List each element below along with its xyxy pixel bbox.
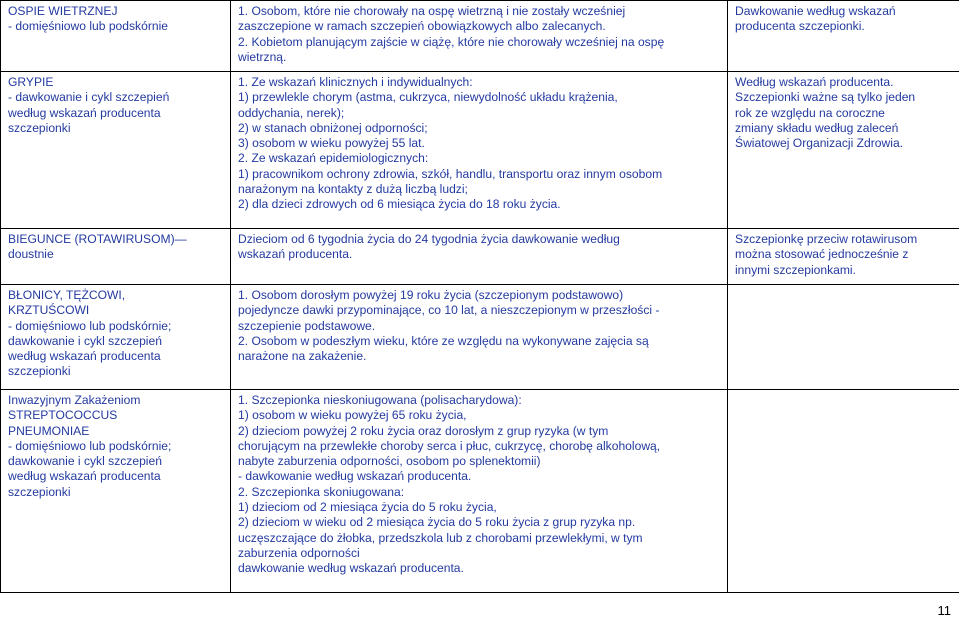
administration-route: szczepionki xyxy=(8,120,71,135)
indication-line: 2) dla dzieci zdrowych od 6 miesiąca życia do 18 roku życia. xyxy=(238,197,561,212)
indication-line: 3) osobom w wieku powyżej 55 lat. xyxy=(238,136,425,151)
indication-line: 2. Ze wskazań epidemiologicznych: xyxy=(238,151,429,166)
administration-route: - dawkowanie i cykl szczepień xyxy=(8,90,170,105)
indication-line: oddychania, nerek); xyxy=(238,105,345,120)
disease-name-cell xyxy=(1,229,231,285)
administration-route: według wskazań producenta xyxy=(8,349,161,364)
indication-line: pojedyncze dawki przypominające, co 10 lat, a nieszczepionym w przeszłości - xyxy=(238,303,660,318)
disease-name: STREPTOCOCCUS xyxy=(8,408,118,423)
administration-route: według wskazań producenta xyxy=(8,105,161,120)
indication-line: 1) osobom w wieku powyżej 65 roku życia, xyxy=(238,408,467,423)
indications-cell xyxy=(231,1,728,72)
administration-route: dawkowanie i cykl szczepień xyxy=(8,454,162,469)
disease-name-cell xyxy=(1,285,231,390)
administration-route: doustnie xyxy=(8,247,54,262)
indication-line: chorującym na przewlekłe choroby serca i płuc, cukrzycę, chorobę alkoholową, xyxy=(238,438,661,453)
indication-line: nabyte zaburzenia odporności, osobom po splenektomii) xyxy=(238,454,541,469)
administration-route: - domięśniowo lub podskórnie; xyxy=(8,438,172,453)
indication-line: 2) dzieciom powyżej 2 roku życia oraz dorosłym z grup ryzyka (w tym xyxy=(238,423,609,438)
indication-line: narażone na zakażenie. xyxy=(238,349,367,364)
note-line: zmiany składu według zaleceń xyxy=(735,120,899,135)
administration-route: szczepionki xyxy=(8,484,71,499)
notes-cell xyxy=(728,390,959,593)
notes-cell xyxy=(728,72,959,229)
indications-cell xyxy=(231,390,728,593)
table-row-chickenpox xyxy=(1,1,959,72)
indication-line: 1. Osobom dorosłym powyżej 19 roku życia (szczepionym podstawowo) xyxy=(238,288,624,302)
disease-name: PNEUMONIAE xyxy=(8,423,90,438)
note-line: Szczepionkę przeciw rotawirusom xyxy=(735,232,918,246)
indication-line: zaburzenia odporności xyxy=(238,545,360,560)
table-row-pneumococcus xyxy=(1,390,959,593)
disease-name-cell xyxy=(1,1,231,72)
indication-line: 1. Szczepionka nieskoniugowana (polisacharydowa): xyxy=(238,393,522,407)
note-line: Szczepionki ważne są tylko jeden xyxy=(735,90,916,105)
indication-line: 2. Szczepionka skoniugowana: xyxy=(238,484,405,499)
disease-name-cell xyxy=(1,72,231,229)
indication-line: 2) w stanach obniżonej odporności; xyxy=(238,120,428,135)
note-line: producenta szczepionki. xyxy=(735,19,865,34)
administration-route: - domięśniowo lub podskórnie; xyxy=(8,318,172,333)
indication-line: wskazań producenta. xyxy=(238,247,353,262)
disease-name: BŁONICY, TĘŻCOWI, xyxy=(8,288,126,302)
administration-route: dawkowanie i cykl szczepień xyxy=(8,333,162,348)
indication-line: zaszczepione w ramach szczepień obowiązkowych albo zalecanych. xyxy=(238,19,606,34)
notes-cell xyxy=(728,229,959,285)
indication-line: - dawkowanie według wskazań producenta. xyxy=(238,469,472,484)
indications-cell xyxy=(231,285,728,390)
note-line: można stosować jednocześnie z xyxy=(735,247,909,262)
indication-line: 1) pracownikom ochrony zdrowia, szkół, handlu, transportu oraz innym osobom xyxy=(238,166,663,181)
administration-route: szczepionki xyxy=(8,364,71,379)
disease-name-cell xyxy=(1,390,231,593)
indication-line: wietrzną. xyxy=(238,49,287,64)
indication-line: uczęszczające do żłobka, przedszkola lub z chorobami przewlekłymi, w tym xyxy=(238,530,643,545)
indication-line: dawkowanie według wskazań producenta. xyxy=(238,561,464,576)
table-row-diphtheria-tetanus-pertussis xyxy=(1,285,959,390)
indications-cell xyxy=(231,72,728,229)
indication-line: Dzieciom od 6 tygodnia życia do 24 tygodnia życia dawkowanie według xyxy=(238,232,620,246)
table-row-rotavirus xyxy=(1,229,959,285)
indication-line: narażonym na kontakty z dużą liczbą ludzi; xyxy=(238,182,468,197)
note-line: Dawkowanie według wskazań xyxy=(735,4,896,18)
notes-cell xyxy=(728,1,959,72)
indication-line: 1) przewlekle chorym (astma, cukrzyca, niewydolność układu krążenia, xyxy=(238,90,618,105)
indication-line: 1. Ze wskazań klinicznych i indywidualnych: xyxy=(238,75,473,89)
indication-line: 2. Osobom w podeszłym wieku, które ze względu na wykonywane zajęcia są xyxy=(238,333,649,348)
disease-name: GRYPIE xyxy=(8,75,54,89)
note-line: Według wskazań producenta. xyxy=(735,75,894,89)
administration-route: według wskazań producenta xyxy=(8,469,161,484)
note-line: Światowej Organizacji Zdrowia. xyxy=(735,136,904,151)
disease-name: KRZTUŚCOWI xyxy=(8,303,90,318)
indication-line: 2. Kobietom planującym zajście w ciążę, które nie chorowały wcześniej na ospę xyxy=(238,34,665,49)
page-number: 11 xyxy=(937,603,951,618)
notes-cell xyxy=(728,285,959,390)
indication-line: 1) dzieciom od 2 miesiąca życia do 5 roku życia, xyxy=(238,500,497,515)
administration-route: - domięśniowo lub podskórnie xyxy=(8,19,168,34)
indication-line: 2) dzieciom w wieku od 2 miesiąca życia do 5 roku życia z grup ryzyka np. xyxy=(238,515,636,530)
indication-line: 1. Osobom, które nie chorowały na ospę wietrzną i nie zostały wcześniej xyxy=(238,4,626,18)
indication-line: szczepienie podstawowe. xyxy=(238,318,376,333)
disease-name: OSPIE WIETRZNEJ xyxy=(8,4,118,18)
disease-name: Inwazyjnym Zakażeniom xyxy=(8,393,141,407)
disease-name: BIEGUNCE (ROTAWIRUSOM)— xyxy=(8,232,187,246)
indications-cell xyxy=(231,229,728,285)
note-line: rok ze względu na coroczne xyxy=(735,105,885,120)
note-line: innymi szczepionkami. xyxy=(735,262,856,277)
table-row-influenza xyxy=(1,72,959,229)
